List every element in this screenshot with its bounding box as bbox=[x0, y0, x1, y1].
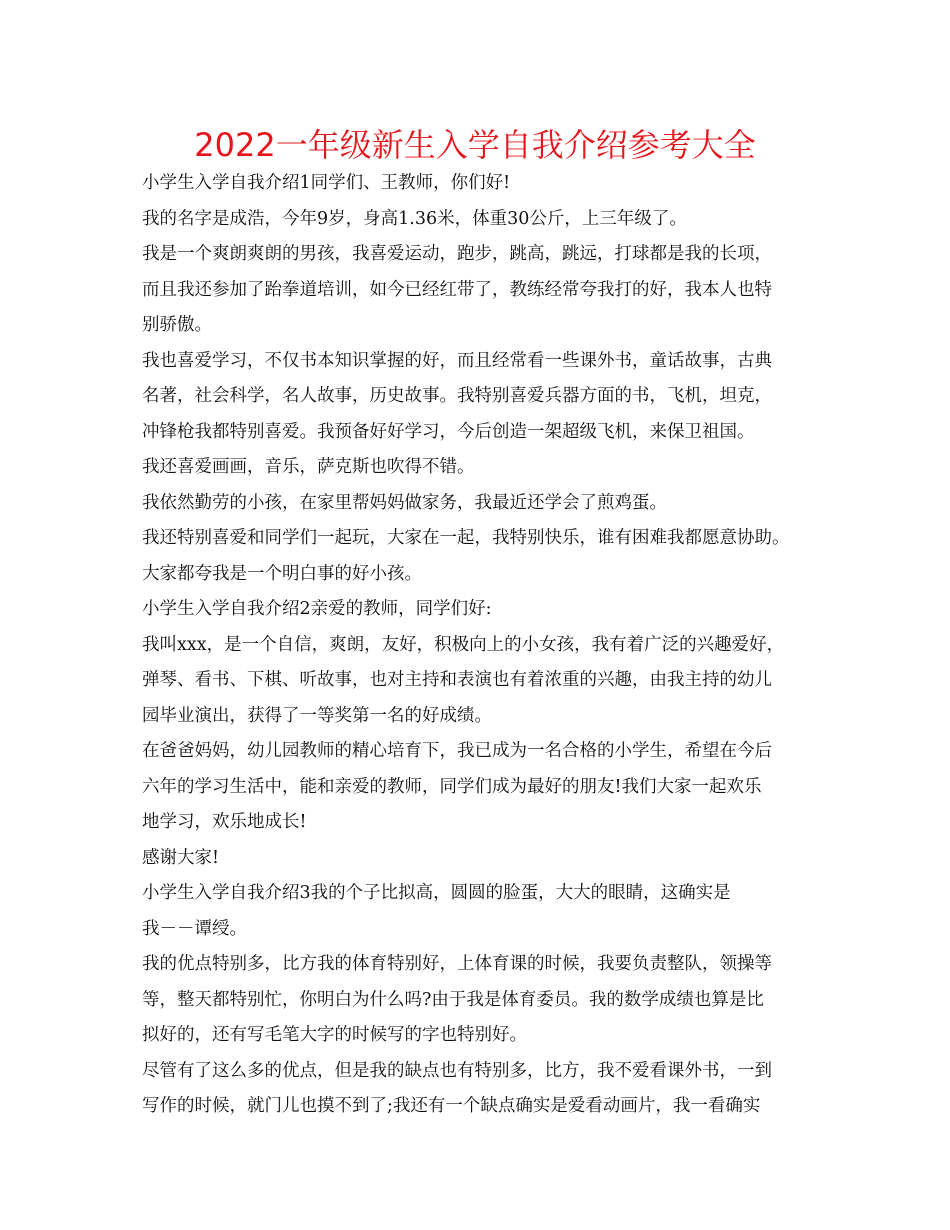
text-line: 我的名字是成浩，今年9岁，身高1.36米，体重30公斤，上三年级了。 bbox=[142, 208, 687, 229]
text-line: 冲锋枪我都特别喜爱。我预备好好学习，今后创造一架超级飞机，来保卫祖国。 bbox=[142, 421, 755, 442]
text-line: 我也喜爱学习，不仅书本知识掌握的好，而且经常看一些课外书，童话故事，古典 bbox=[142, 350, 772, 371]
text-line: 我的优点特别多，比方我的体育特别好，上体育课的时候，我要负责整队，领操等 bbox=[142, 954, 772, 974]
text-line: 园毕业演出，获得了一等奖第一名的好成绩。 bbox=[142, 705, 492, 726]
document-body bbox=[142, 166, 822, 1125]
text-line: 小学生入学自我介绍2亲爱的教师，同学们好: bbox=[142, 599, 492, 619]
text-line: 弹琴、看书、下棋、听故事，也对主持和表演也有着浓重的兴趣，由我主持的幼儿 bbox=[142, 670, 772, 690]
text-line: 尽管有了这么多的优点，但是我的缺点也有特别多，比方，我不爱看课外书，一到 bbox=[142, 1060, 772, 1081]
text-line: 我是一个爽朗爽朗的男孩，我喜爱运动，跑步，跳高，跳远，打球都是我的长项， bbox=[142, 244, 772, 264]
text-line: 我－－谭绶。 bbox=[142, 918, 247, 939]
text-line: 我还特别喜爱和同学们一起玩，大家在一起，我特别快乐，谁有困难我都愿意协助。 bbox=[142, 528, 790, 548]
text-line: 感谢大家! bbox=[142, 847, 220, 868]
text-line: 我叫xxx，是一个自信，爽朗，友好，积极向上的小女孩，我有着广泛的兴趣爱好， bbox=[142, 634, 785, 655]
text-line: 别骄傲。 bbox=[142, 315, 212, 335]
text-line: 而且我还参加了跆拳道培训，如今已经红带了，教练经常夸我打的好，我本人也特 bbox=[142, 279, 772, 300]
text-line: 大家都夸我是一个明白事的好小孩。 bbox=[142, 563, 422, 584]
text-line: 小学生入学自我介绍3我的个子比拟高，圆圆的脸蛋，大大的眼睛，这确实是 bbox=[142, 883, 731, 903]
text-line: 我依然勤劳的小孩，在家里帮妈妈做家务，我最近还学会了煎鸡蛋。 bbox=[142, 492, 667, 513]
text-line: 地学习，欢乐地成长! bbox=[142, 812, 307, 832]
document-title: 2022一年级新生入学自我介绍参考大全 bbox=[194, 126, 756, 164]
text-line: 名著，社会科学，名人故事，历史故事。我特别喜爱兵器方面的书，飞机，坦克， bbox=[142, 386, 772, 406]
text-line: 在爸爸妈妈，幼儿园教师的精心培育下，我已成为一名合格的小学生，希望在今后 bbox=[142, 741, 772, 761]
text-line: 等，整天都特别忙，你明白为什么吗?由于我是体育委员。我的数学成绩也算是比 bbox=[142, 989, 764, 1010]
text-line: 拟好的，还有写毛笔大字的时候写的字也特别好。 bbox=[142, 1025, 527, 1045]
text-line: 六年的学习生活中，能和亲爱的教师，同学们成为最好的朋友!我们大家一起欢乐 bbox=[142, 776, 762, 797]
text-line: 小学生入学自我介绍1同学们、王教师，你们好! bbox=[142, 173, 511, 193]
text-line: 我还喜爱画画，音乐，萨克斯也吹得不错。 bbox=[142, 457, 475, 477]
text-line: 写作的时候，就门儿也摸不到了;我还有一个缺点确实是爱看动画片，我一看确实 bbox=[142, 1096, 761, 1116]
